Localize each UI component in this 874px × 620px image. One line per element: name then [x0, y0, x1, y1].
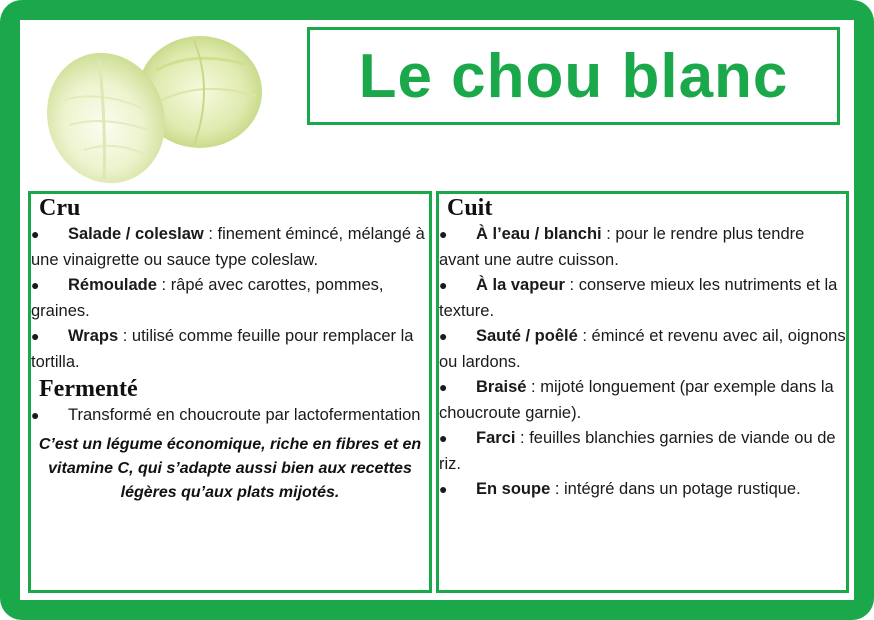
- raw-heading: Cru: [39, 195, 81, 221]
- bullet-icon: ●: [439, 481, 448, 497]
- list-item: [31, 222, 429, 273]
- list-item: [439, 375, 846, 426]
- list-item: [439, 426, 846, 477]
- cooked-panel: [436, 191, 849, 593]
- list-item: [439, 477, 846, 503]
- item-text: : finement émincé, mélangé à une vinaigrette ou sauce type coleslaw.: [31, 225, 425, 269]
- item-label: Braisé: [476, 378, 527, 396]
- item-label: À la vapeur: [476, 276, 565, 294]
- item-text: : râpé avec carottes, pommes, graines.: [31, 276, 384, 320]
- bullet-icon: ●: [31, 328, 40, 344]
- list-item: [31, 273, 429, 324]
- item-text: : mijoté longuement (par exemple dans la choucroute garnie).: [439, 378, 834, 422]
- cooked-heading: Cuit: [447, 195, 493, 221]
- list-item: [439, 324, 846, 375]
- bullet-icon: ●: [439, 328, 448, 344]
- list-item: [31, 324, 429, 375]
- item-label: Salade / coleslaw: [68, 225, 204, 243]
- summary-note: C’est un légume économique, riche en fibres et en vitamine C, qui s’adapte aussi bien aux recettes légères qu’aux plats mijotés.: [38, 435, 422, 501]
- list-item: [439, 273, 846, 324]
- item-text: : utilisé comme feuille pour remplacer la tortilla.: [31, 327, 414, 371]
- fermented-list: [31, 403, 429, 429]
- list-item: [439, 222, 846, 273]
- item-label: Rémoulade: [68, 276, 157, 294]
- item-label: Farci: [476, 429, 516, 447]
- bullet-icon: ●: [439, 277, 448, 293]
- item-text: : émincé et revenu avec ail, oignons ou lardons.: [439, 327, 846, 371]
- cooked-list: [439, 222, 846, 503]
- raw-list: [31, 222, 429, 375]
- item-text: : feuilles blanchies garnies de viande ou de riz.: [439, 429, 836, 473]
- item-text: Transformé en choucroute par lactofermentation: [68, 406, 421, 424]
- title-box: [307, 27, 840, 125]
- item-label: Wraps: [68, 327, 119, 345]
- item-text: : conserve mieux les nutriments et la texture.: [439, 276, 838, 320]
- bullet-icon: ●: [439, 226, 448, 242]
- item-text: : intégré dans un potage rustique.: [550, 480, 801, 498]
- bullet-icon: ●: [439, 379, 448, 395]
- item-label: En soupe: [476, 480, 551, 498]
- list-item: [31, 403, 429, 429]
- bullet-icon: ●: [439, 430, 448, 446]
- page-title: Le chou blanc: [358, 41, 789, 111]
- bullet-icon: ●: [31, 226, 40, 242]
- item-label: Sauté / poêlé: [476, 327, 578, 345]
- raw-fermented-panel: [28, 191, 432, 593]
- fermented-heading: Fermenté: [39, 376, 138, 402]
- cabbage-image: [44, 30, 266, 188]
- bullet-icon: ●: [31, 277, 40, 293]
- item-text: : pour le rendre plus tendre avant une autre cuisson.: [439, 225, 805, 269]
- item-label: À l’eau / blanchi: [476, 225, 602, 243]
- bullet-icon: ●: [31, 407, 40, 423]
